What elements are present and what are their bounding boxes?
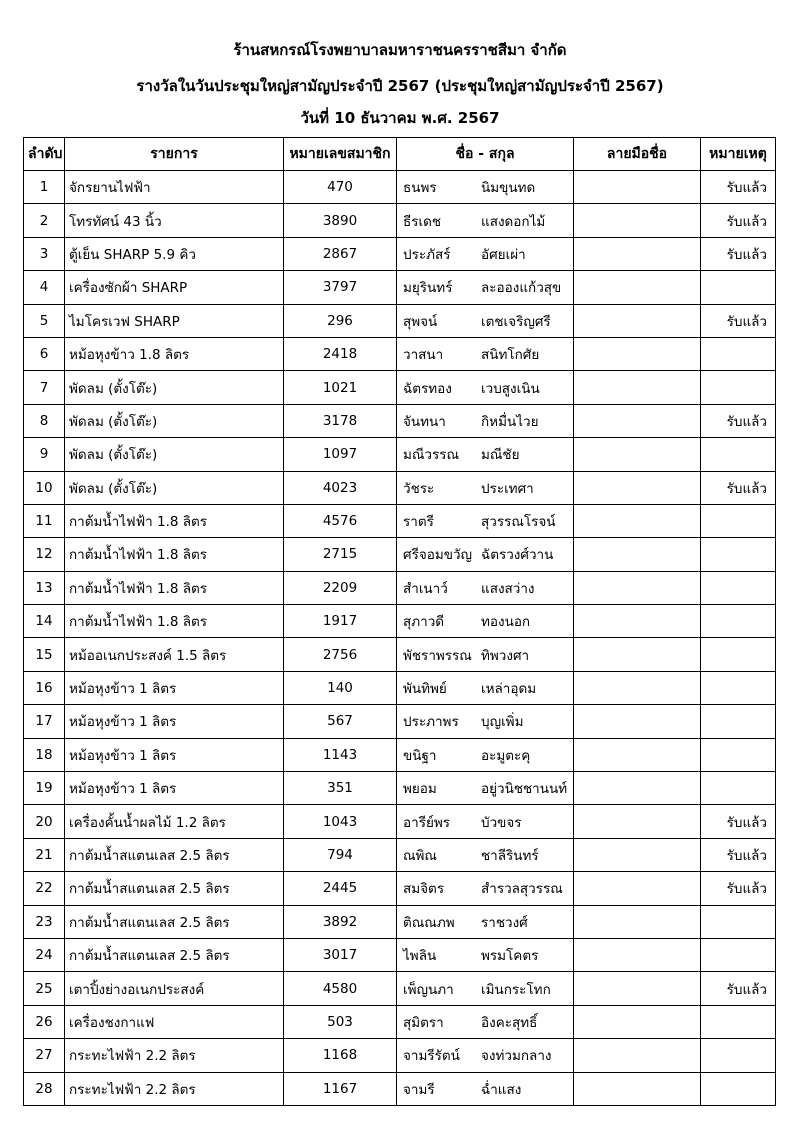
note-status: รับแล้ว	[701, 872, 776, 905]
row-number: 20	[24, 805, 65, 838]
member-name	[397, 504, 574, 537]
prize-item: กาต้มน้ำสแตนเลส 2.5 ลิตร	[65, 872, 284, 905]
note-status	[701, 738, 776, 771]
prize-item: กาต้มน้ำไฟฟ้า 1.8 ลิตร	[65, 504, 284, 537]
table-row	[24, 938, 776, 971]
first-name: ฉัตรทอง	[403, 380, 452, 397]
member-id: 1917	[284, 605, 397, 638]
row-number: 14	[24, 605, 65, 638]
first-name: พัชราพรรณ	[403, 647, 472, 664]
member-name	[397, 772, 574, 805]
row-number: 23	[24, 905, 65, 938]
signature-cell	[574, 872, 701, 905]
table-row	[24, 905, 776, 938]
signature-cell	[574, 538, 701, 571]
table-row	[24, 872, 776, 905]
first-name: พยอม	[403, 781, 437, 798]
last-name: พรมโคตร	[481, 948, 539, 965]
signature-cell	[574, 1039, 701, 1072]
table-row	[24, 237, 776, 270]
member-id: 2715	[284, 538, 397, 571]
table-row	[24, 972, 776, 1005]
signature-cell	[574, 304, 701, 337]
note-status: รับแล้ว	[701, 237, 776, 270]
prize-item: หม้อหุงข้าว 1 ลิตร	[65, 705, 284, 738]
signature-cell	[574, 237, 701, 270]
row-number: 25	[24, 972, 65, 1005]
table-row	[24, 638, 776, 671]
col-header-no: ลำดับ	[24, 138, 65, 171]
member-id: 470	[284, 171, 397, 204]
prize-item: กาต้มน้ำสแตนเลส 2.5 ลิตร	[65, 905, 284, 938]
member-name	[397, 738, 574, 771]
member-id: 1167	[284, 1072, 397, 1105]
prize-item: จักรยานไฟฟ้า	[65, 171, 284, 204]
member-id: 4023	[284, 471, 397, 504]
row-number: 28	[24, 1072, 65, 1105]
member-name	[397, 805, 574, 838]
row-number: 13	[24, 571, 65, 604]
member-id: 140	[284, 671, 397, 704]
last-name: ราชวงศ์	[481, 914, 528, 931]
prize-item: กระทะไฟฟ้า 2.2 ลิตร	[65, 1072, 284, 1105]
row-number: 21	[24, 838, 65, 871]
table-row	[24, 772, 776, 805]
col-header-note: หมายเหตุ	[701, 138, 776, 171]
signature-cell	[574, 1005, 701, 1038]
table-row	[24, 605, 776, 638]
prize-item: กาต้มน้ำไฟฟ้า 1.8 ลิตร	[65, 538, 284, 571]
member-name	[397, 271, 574, 304]
member-id: 2418	[284, 337, 397, 370]
prize-item: พัดลม (ตั้งโต๊ะ)	[65, 404, 284, 437]
signature-cell	[574, 404, 701, 437]
signature-cell	[574, 571, 701, 604]
last-name: อิงคะสุทธิ์	[481, 1014, 538, 1031]
member-id: 3890	[284, 204, 397, 237]
prize-item: หม้อหุงข้าว 1 ลิตร	[65, 738, 284, 771]
prize-item: กระทะไฟฟ้า 2.2 ลิตร	[65, 1039, 284, 1072]
table-row	[24, 1072, 776, 1105]
row-number: 24	[24, 938, 65, 971]
member-name	[397, 605, 574, 638]
member-id: 2756	[284, 638, 397, 671]
signature-cell	[574, 471, 701, 504]
member-name	[397, 872, 574, 905]
note-status	[701, 438, 776, 471]
member-id: 1043	[284, 805, 397, 838]
row-number: 5	[24, 304, 65, 337]
table-body	[24, 171, 776, 1106]
row-number: 6	[24, 337, 65, 370]
member-name	[397, 638, 574, 671]
signature-cell	[574, 438, 701, 471]
note-status	[701, 1005, 776, 1038]
member-name	[397, 1039, 574, 1072]
table-row	[24, 504, 776, 537]
note-status	[701, 772, 776, 805]
last-name: เมินกระโทก	[481, 981, 551, 998]
note-status	[701, 571, 776, 604]
signature-cell	[574, 905, 701, 938]
row-number: 10	[24, 471, 65, 504]
note-status	[701, 605, 776, 638]
first-name: ธนพร	[403, 180, 437, 197]
last-name: อะมูตะคุ	[481, 747, 531, 764]
note-status	[701, 271, 776, 304]
last-name: บัวขจร	[481, 814, 522, 831]
member-name	[397, 1072, 574, 1105]
first-name: มยุรินทร์	[403, 280, 453, 297]
member-id: 3017	[284, 938, 397, 971]
last-name: บุญเพิ่ม	[481, 714, 524, 731]
note-status	[701, 504, 776, 537]
last-name: อยู่วนิชชานนท์	[481, 781, 568, 798]
member-name	[397, 204, 574, 237]
member-id: 4580	[284, 972, 397, 1005]
member-id: 351	[284, 772, 397, 805]
last-name: ฉัตรวงศ์วาน	[481, 547, 554, 564]
first-name: พันทิพย์	[403, 681, 447, 698]
table-row	[24, 738, 776, 771]
signature-cell	[574, 705, 701, 738]
signature-cell	[574, 337, 701, 370]
prize-item: กาต้มน้ำไฟฟ้า 1.8 ลิตร	[65, 605, 284, 638]
col-header-item: รายการ	[65, 138, 284, 171]
last-name: แสงดอกไม้	[481, 213, 546, 230]
col-header-signature: ลายมือชื่อ	[574, 138, 701, 171]
last-name: ประเทศา	[481, 480, 534, 497]
last-name: แสงสว่าง	[481, 580, 535, 597]
table-row	[24, 1039, 776, 1072]
table-row	[24, 471, 776, 504]
last-name: สนิทโกศัย	[481, 347, 540, 364]
last-name: ทิพวงศา	[481, 647, 530, 664]
note-status: รับแล้ว	[701, 838, 776, 871]
note-status	[701, 638, 776, 671]
first-name: ธีรเดช	[403, 213, 442, 230]
note-status: รับแล้ว	[701, 471, 776, 504]
table-header-row	[24, 138, 776, 171]
member-id: 3797	[284, 271, 397, 304]
first-name: ราตรี	[403, 514, 434, 531]
first-name: ประภาพร	[403, 714, 459, 731]
note-status	[701, 371, 776, 404]
member-id: 296	[284, 304, 397, 337]
first-name: สุมิตรา	[403, 1014, 444, 1031]
last-name: สุวรรณโรจน์	[481, 514, 556, 531]
first-name: จันทนา	[403, 413, 446, 430]
last-name: เวบสูงเนิน	[481, 380, 540, 397]
member-id: 2209	[284, 571, 397, 604]
row-number: 19	[24, 772, 65, 805]
signature-cell	[574, 972, 701, 1005]
member-name	[397, 404, 574, 437]
table-row	[24, 371, 776, 404]
signature-cell	[574, 738, 701, 771]
member-id: 503	[284, 1005, 397, 1038]
row-number: 4	[24, 271, 65, 304]
event-title: รางวัลในวันประชุมใหญ่สามัญประจำปี 2567 (ประชุมใหญ่สามัญประจำปี 2567)	[136, 77, 664, 95]
prize-item: กาต้มน้ำสแตนเลส 2.5 ลิตร	[65, 938, 284, 971]
table-row	[24, 538, 776, 571]
table-row	[24, 838, 776, 871]
note-status: รับแล้ว	[701, 972, 776, 1005]
row-number: 16	[24, 671, 65, 704]
first-name: วาสนา	[403, 347, 444, 364]
member-name	[397, 1005, 574, 1038]
table-row	[24, 705, 776, 738]
table-row	[24, 304, 776, 337]
note-status	[701, 705, 776, 738]
last-name: ฉ่ำแสง	[481, 1081, 522, 1098]
last-name: อัศยเผ่า	[481, 246, 526, 263]
member-id: 567	[284, 705, 397, 738]
prize-item: ตู้เย็น SHARP 5.9 คิว	[65, 237, 284, 270]
row-number: 8	[24, 404, 65, 437]
row-number: 7	[24, 371, 65, 404]
col-header-name: ชื่อ - สกุล	[397, 138, 574, 171]
row-number: 3	[24, 237, 65, 270]
note-status	[701, 905, 776, 938]
member-name	[397, 671, 574, 704]
member-id: 3178	[284, 404, 397, 437]
last-name: ละอองแก้วสุข	[481, 280, 562, 297]
row-number: 18	[24, 738, 65, 771]
member-name	[397, 838, 574, 871]
row-number: 11	[24, 504, 65, 537]
prize-item: เครื่องซักผ้า SHARP	[65, 271, 284, 304]
member-id: 1168	[284, 1039, 397, 1072]
member-name	[397, 972, 574, 1005]
last-name: ชาลีรินทร์	[481, 848, 539, 864]
prize-item: หม้อหุงข้าว 1 ลิตร	[65, 772, 284, 805]
prize-item: พัดลม (ตั้งโต๊ะ)	[65, 471, 284, 504]
prize-table	[23, 137, 776, 1106]
note-status: รับแล้ว	[701, 171, 776, 204]
signature-cell	[574, 772, 701, 805]
note-status: รับแล้ว	[701, 805, 776, 838]
first-name: วัชระ	[403, 480, 435, 497]
first-name: อารีย์พร	[403, 814, 450, 831]
first-name: สุภาวดี	[403, 614, 445, 631]
note-status	[701, 1072, 776, 1105]
first-name: จามรี	[403, 1081, 435, 1098]
row-number: 26	[24, 1005, 65, 1038]
event-date: วันที่ 10 ธันวาคม พ.ศ. 2567	[300, 109, 500, 127]
member-name	[397, 705, 574, 738]
member-name	[397, 171, 574, 204]
first-name: ณพิณ	[403, 848, 437, 864]
table-row	[24, 204, 776, 237]
row-number: 2	[24, 204, 65, 237]
table-row	[24, 438, 776, 471]
signature-cell	[574, 504, 701, 537]
member-name	[397, 471, 574, 504]
signature-cell	[574, 638, 701, 671]
note-status	[701, 538, 776, 571]
member-name	[397, 371, 574, 404]
member-id: 2445	[284, 872, 397, 905]
signature-cell	[574, 938, 701, 971]
last-name: เหล่าอุดม	[481, 681, 537, 698]
prize-item: หม้อหุงข้าว 1.8 ลิตร	[65, 337, 284, 370]
row-number: 17	[24, 705, 65, 738]
note-status: รับแล้ว	[701, 204, 776, 237]
prize-item: กาต้มน้ำสแตนเลส 2.5 ลิตร	[65, 838, 284, 871]
prize-item: เครื่องคั้นน้ำผลไม้ 1.2 ลิตร	[65, 805, 284, 838]
first-name: ไพลิน	[403, 948, 437, 965]
signature-cell	[574, 605, 701, 638]
prize-item: พัดลม (ตั้งโต๊ะ)	[65, 438, 284, 471]
signature-cell	[574, 1072, 701, 1105]
first-name: มณีวรรณ	[403, 447, 460, 464]
row-number: 27	[24, 1039, 65, 1072]
signature-cell	[574, 204, 701, 237]
last-name: สำรวลสุวรรณ	[481, 881, 563, 898]
note-status	[701, 1039, 776, 1072]
prize-item: เตาปิ้งย่างอเนกประสงค์	[65, 972, 284, 1005]
member-id: 2867	[284, 237, 397, 270]
table-row	[24, 805, 776, 838]
signature-cell	[574, 371, 701, 404]
table-row	[24, 171, 776, 204]
table-row	[24, 671, 776, 704]
last-name: เตชเจริญศรี	[481, 313, 551, 330]
row-number: 12	[24, 538, 65, 571]
member-name	[397, 438, 574, 471]
member-name	[397, 905, 574, 938]
note-status: รับแล้ว	[701, 404, 776, 437]
first-name: เพ็ญนภา	[403, 981, 454, 998]
first-name: ขนิฐา	[403, 747, 437, 764]
table-row	[24, 337, 776, 370]
note-status	[701, 938, 776, 971]
member-name	[397, 337, 574, 370]
member-name	[397, 237, 574, 270]
prize-item: โทรทัศน์ 43 นิ้ว	[65, 204, 284, 237]
member-name	[397, 938, 574, 971]
first-name: จามรีรัตน์	[403, 1048, 460, 1065]
member-id: 794	[284, 838, 397, 871]
prize-item: กาต้มน้ำไฟฟ้า 1.8 ลิตร	[65, 571, 284, 604]
member-id: 3892	[284, 905, 397, 938]
org-title: ร้านสหกรณ์โรงพยาบาลมหาราชนครราชสีมา จำกัด	[233, 41, 567, 59]
signature-cell	[574, 805, 701, 838]
last-name: จงท่วมกลาง	[481, 1048, 552, 1065]
first-name: สมจิตร	[403, 881, 445, 898]
signature-cell	[574, 671, 701, 704]
first-name: สุพจน์	[403, 313, 438, 330]
member-id: 1143	[284, 738, 397, 771]
first-name: สำเนาว์	[403, 580, 448, 597]
prize-item: เครื่องชงกาแฟ	[65, 1005, 284, 1038]
member-id: 1021	[284, 371, 397, 404]
prize-item: ไมโครเวฟ SHARP	[65, 304, 284, 337]
prize-item: พัดลม (ตั้งโต๊ะ)	[65, 371, 284, 404]
signature-cell	[574, 838, 701, 871]
member-id: 1097	[284, 438, 397, 471]
note-status: รับแล้ว	[701, 304, 776, 337]
table-row	[24, 404, 776, 437]
note-status	[701, 337, 776, 370]
row-number: 15	[24, 638, 65, 671]
last-name: มณีชัย	[481, 447, 520, 464]
row-number: 1	[24, 171, 65, 204]
first-name: ศรีจอมขวัญ	[403, 547, 473, 564]
member-name	[397, 304, 574, 337]
signature-cell	[574, 271, 701, 304]
table-row	[24, 1005, 776, 1038]
table-row	[24, 571, 776, 604]
col-header-member-id: หมายเลขสมาชิก	[284, 138, 397, 171]
member-id: 4576	[284, 504, 397, 537]
note-status	[701, 671, 776, 704]
row-number: 9	[24, 438, 65, 471]
row-number: 22	[24, 872, 65, 905]
last-name: กิหมื่นไวย	[481, 413, 539, 430]
first-name: ประภัสร์	[403, 246, 451, 263]
first-name: ติณณภพ	[403, 914, 455, 931]
prize-item: หม้ออเนกประสงค์ 1.5 ลิตร	[65, 638, 284, 671]
last-name: ทองนอก	[481, 614, 531, 631]
signature-cell	[574, 171, 701, 204]
table-row	[24, 271, 776, 304]
member-name	[397, 538, 574, 571]
last-name: นิมขุนทด	[481, 180, 536, 197]
member-name	[397, 571, 574, 604]
prize-item: หม้อหุงข้าว 1 ลิตร	[65, 671, 284, 704]
